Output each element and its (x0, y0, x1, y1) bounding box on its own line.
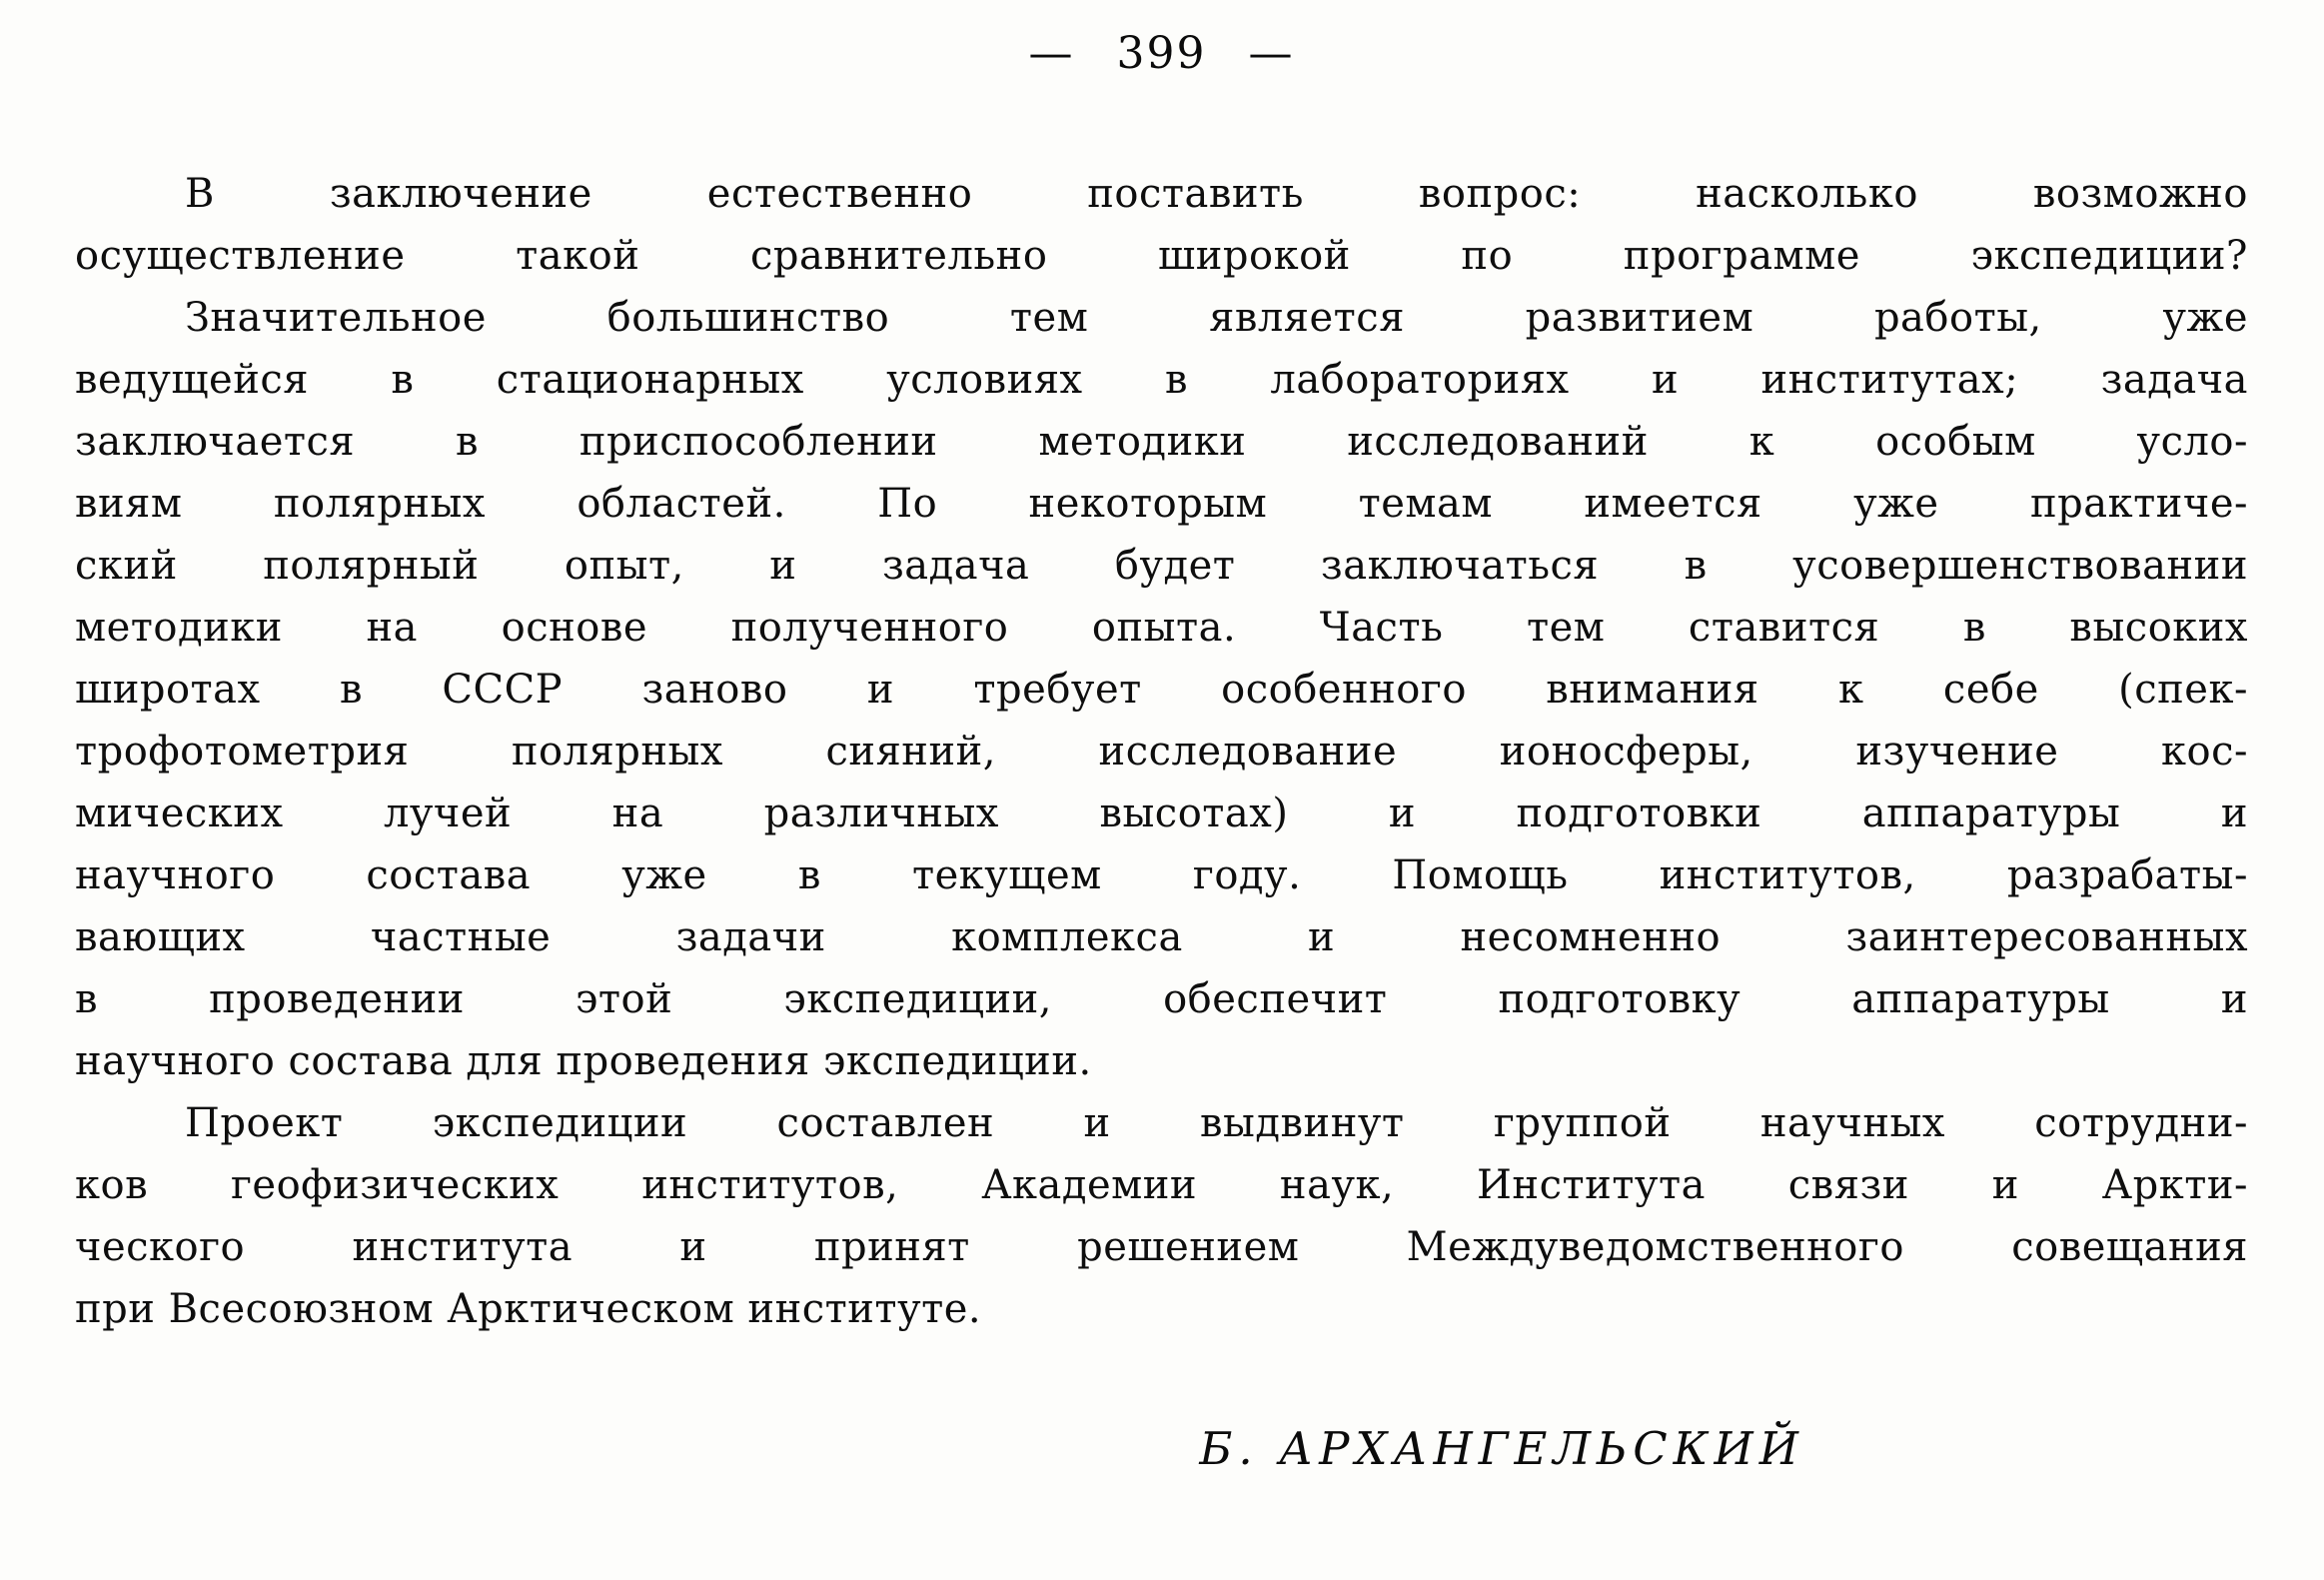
text-line: Проект экспедиции составлен и выдвинут группой научных сотрудни- (185, 1100, 2248, 1146)
text-line: методики на основе полученного опыта. Часть тем ставится в высоких (75, 605, 2248, 651)
text-line: в проведении этой экспедиции, обеспечит подготовку аппаратуры и (75, 976, 2248, 1022)
paragraph (75, 1092, 2248, 1340)
text-line: В заключение естественно поставить вопрос: насколько возможно (185, 171, 2248, 217)
text-line: трофотометрия полярных сияний, исследование ионосферы, изучение кос- (75, 729, 2248, 775)
document-body (75, 163, 2248, 1340)
text-line: ведущейся в стационарных условиях в лабораториях и институтах; задача (75, 357, 2248, 403)
text-line: ков геофизических институтов, Академии наук, Института связи и Аркти- (75, 1162, 2248, 1208)
text-line: при Всесоюзном Арктическом институте. (75, 1286, 982, 1332)
text-line: виям полярных областей. По некоторым темам имеется уже практиче- (75, 481, 2248, 527)
text-line: Значительное большинство тем является развитием работы, уже (185, 295, 2248, 341)
text-line: осуществление такой сравнительно широкой по программе экспедиции? (75, 233, 2248, 279)
paragraph (75, 163, 2248, 287)
page-number-header: — 399 — (1028, 28, 1295, 79)
text-line: ский полярный опыт, и задача будет заключаться в усовершенствовании (75, 543, 2248, 589)
author-signature: Б. АРХАНГЕЛЬСКИЙ (1199, 1422, 1804, 1475)
text-line: научного состава для проведения экспедиции. (75, 1038, 1092, 1084)
text-line: широтах в СССР заново и требует особенного внимания к себе (спек- (75, 667, 2248, 713)
text-line: вающих частные задачи комплекса и несомненно заинтересованных (75, 914, 2248, 960)
text-line: заключается в приспособлении методики исследований к особым усло- (75, 419, 2248, 465)
text-line: ческого института и принят решением Междуведомственного совещания (75, 1224, 2248, 1270)
text-line: мических лучей на различных высотах) и подготовки аппаратуры и (75, 790, 2248, 836)
paragraph (75, 287, 2248, 1092)
text-line: научного состава уже в текущем году. Помощь институтов, разрабаты- (75, 852, 2248, 898)
